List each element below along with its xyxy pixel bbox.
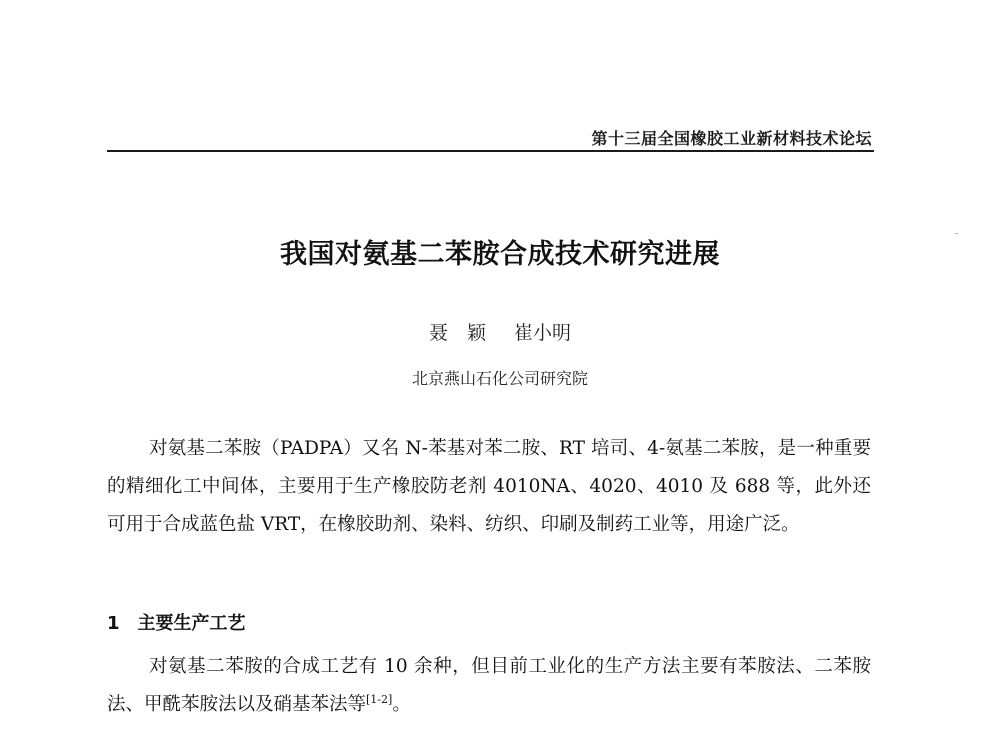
running-header: 第十三届全国橡胶工业新材料技术论坛 <box>591 129 872 148</box>
paragraph-processes <box>107 648 871 724</box>
author-list <box>0 318 1000 345</box>
section-title: 主要生产工艺 <box>137 613 246 634</box>
header-rule <box>107 150 874 152</box>
author-1: 聂 颖 <box>428 322 486 344</box>
scan-speck <box>955 233 958 234</box>
paper-title: 我国对氨基二苯胺合成技术研究进展 <box>280 239 720 270</box>
author-2: 崔小明 <box>514 322 572 344</box>
affiliation: 北京燕山石化公司研究院 <box>411 369 588 388</box>
paragraph-processes-end: 。 <box>392 694 411 715</box>
citation-ref[interactable]: [1-2] <box>366 692 393 706</box>
paragraph-intro: 对氨基二苯胺（PADPA）又名 N-苯基对苯二胺、RT 培司、4-氨基二苯胺，是一种重要的精细化工中间体，主要用于生产橡胶防老剂 4010NA、4020、4010 及 688 等，此外还可用于合成蓝色盐 VRT，在橡胶助剂、染料、纺织、印刷及制药工业等，用途广泛。 <box>107 438 871 535</box>
paragraph-processes-text: 对氨基二苯胺的合成工艺有 10 余种，但目前工业化的生产方法主要有苯胺法、二苯胺法、甲酰苯胺法以及硝基苯法等 <box>107 656 871 715</box>
section-number: 1 <box>107 613 120 634</box>
section-heading <box>107 609 246 635</box>
